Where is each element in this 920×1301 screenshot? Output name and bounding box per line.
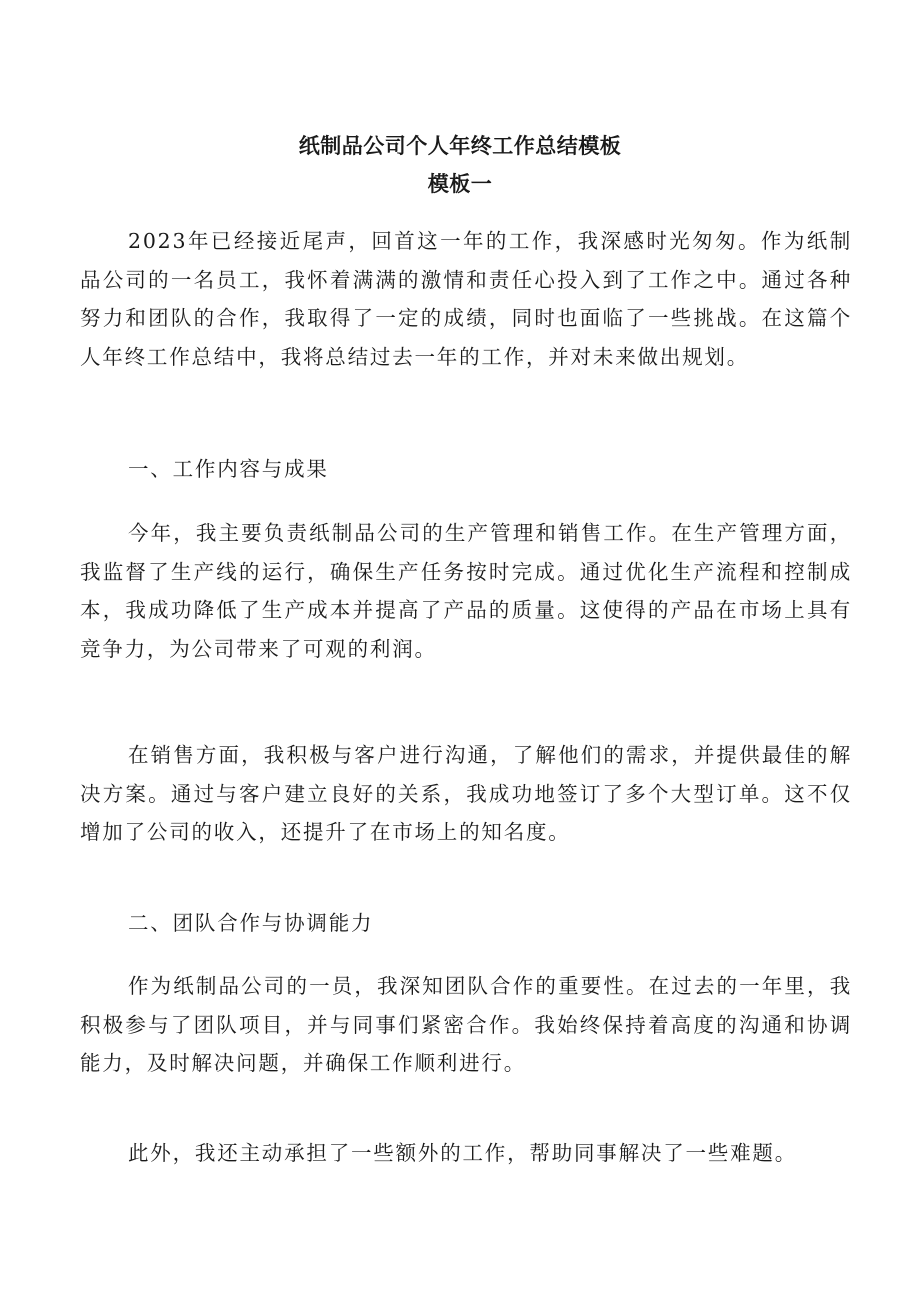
extra-work-paragraph: 此外，我还主动承担了一些额外的工作，帮助同事解决了一些难题。 [128, 1141, 797, 1165]
section-heading-teamwork: 二、团队合作与协调能力 [128, 911, 374, 935]
intro-paragraph: 2023年已经接近尾声，回首这一年的工作，我深感时光匆匆。作为纸制品公司的一名员工，我怀着满满的激情和责任心投入到了工作之中。通过各种努力和团队的合作，我取得了一定的成绩，同时也面临了一些挑战。在这篇个人年终工作总结中，我将总结过去一年的工作，并对未来做出规划。 [80, 229, 852, 369]
teamwork-paragraph: 作为纸制品公司的一员，我深知团队合作的重要性。在过去的一年里，我积极参与了团队项目，并与同事们紧密合作。我始终保持着高度的沟通和协调能力，及时解决问题，并确保工作顺利进行。 [80, 974, 852, 1075]
work-production-paragraph: 今年，我主要负责纸制品公司的生产管理和销售工作。在生产管理方面，我监督了生产线的运行，确保生产任务按时完成。通过优化生产流程和控制成本，我成功降低了生产成本并提高了产品的质量。这使得的产品在市场上具有竞争力，为公司带来了可观的利润。 [80, 521, 852, 661]
document-title: 纸制品公司个人年终工作总结模板 [298, 134, 622, 158]
work-sales-paragraph: 在销售方面，我积极与客户进行沟通，了解他们的需求，并提供最佳的解决方案。通过与客户建立良好的关系，我成功地签订了多个大型订单。这不仅增加了公司的收入，还提升了在市场上的知名度。 [80, 743, 852, 844]
document-subtitle: 模板一 [427, 172, 493, 196]
section-heading-work: 一、工作内容与成果 [128, 457, 329, 481]
